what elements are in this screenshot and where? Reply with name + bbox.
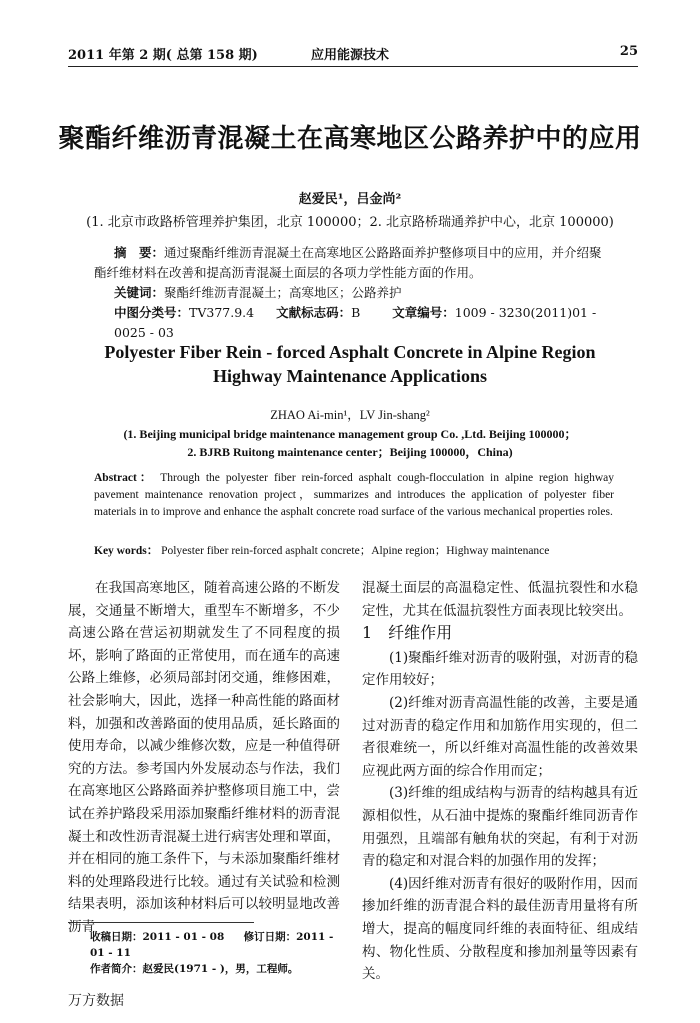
en-keywords-label: Key words： [94,545,159,557]
en-authors: ZHAO Ai-min¹，LV Jin-shang² [270,408,430,422]
en-keywords [94,543,614,560]
header-rule [68,66,638,67]
intro-paragraph: 在我国高寒地区，随着高速公路的不断发展，交通量不断增大，重型车不断增多，不少高速公路在营运初期就发生了不同程度的损坏，影响了路面的正常使用，而在通车的高速公路上维修，必须局部封闭交通，维修困难，社会影响大，因此，选择一种高性能的路面材料，加强和改善路面的使用品质，延长路面的使用寿命，以减少维修次数，应是一种值得研究的方法。参考国内外发展动态与作法，我们在高寒地区公路路面养护整修项目施工中，尝试在养护路段采用添加聚酯纤维材料的沥青混凝土和改性沥青混凝土进行病害处理和罩面，并在相同的施工条件下，与未添加聚酯纤维材料的处理路段进行比较。通过有关试验和检测结果表明，添加该种材料后可以较明显地改善沥青 [68,580,340,935]
footnote [90,929,350,977]
revised-label: 修订日期： [243,931,297,943]
zh-doc-label: 文献标志码： [276,305,352,320]
zh-abstract [94,243,614,343]
zh-clc: TV377.9.4 [189,305,255,320]
section-1-heading: 1 纤维作用 [362,623,453,643]
zh-doc: B [351,305,361,320]
en-abstract-label: Abstract： [94,472,155,484]
en-affiliation [0,425,700,461]
fiber-item-1: (1)聚酯纤维对沥青的吸附强，对沥青的稳定作用较好； [362,649,638,689]
fiber-item-2: (2)纤维对沥青高温性能的改善，主要是通过对沥青的稳定作用和加筋作用实现的，但二者很难统一，所以纤维对高温性能的改善效果应视此两方面的综合作用而定； [362,694,638,779]
fiber-item-4: (4)因纤维对沥青有很好的吸附作用，因而掺加纤维的沥青混合料的最佳沥青用量将有所增大，提高的幅度同纤维的表面特征、组成结构、物化性质、分散程度和掺加剂量等因素有关。 [362,875,638,983]
header-page-number: 25 [619,44,638,59]
zh-abstract-line1: 通过聚酯纤维沥青混凝土在高寒地区公路路面养护整修项目中的应用，并介绍聚 [164,245,602,260]
en-title-line2: Highway Maintenance Applications [212,366,488,386]
zh-affiliation: (1. 北京市政路桥管理养护集团，北京 100000；2. 北京路桥瑞通养护中心，北京 100000) [86,215,614,230]
zh-keywords-label: 关键词： [114,285,165,300]
en-title [0,340,700,388]
received-label: 收稿日期： [90,931,143,943]
revised-date: 2011 - 01 - 11 [90,931,334,959]
received-date: 2011 - 01 - 08 [142,931,225,943]
en-keywords-text: Polyester fiber rein-forced asphalt concrete；Alpine region；Highway maintenance [161,545,550,557]
intro-continuation: 混凝土面层的高温稳定性、低温抗裂性和水稳定性，尤其在低温抗裂性方面表现比较突出。 [362,580,638,619]
zh-abstract-line2: 酯纤维材料在改善和提高沥青混凝土面层的各项力学性能方面的作用。 [94,265,482,280]
author-bio: 赵爱民(1971 - )，男，工程师。 [142,963,299,975]
zh-authors: 赵爱民¹，吕金尚² [298,192,402,207]
header-journal: 应用能源技术 [310,48,389,63]
zh-keywords: 聚酯纤维沥青混凝土；高寒地区；公路养护 [164,285,402,300]
header-issue: 2011 年第 2 期( 总第 158 期) [68,48,258,63]
zh-clc-label: 中图分类号： [114,305,190,320]
author-bio-label: 作者简介： [90,963,143,975]
zh-article: 1009 - 3230(2011)01 - 0025 - 03 [114,305,597,340]
en-affiliation-line1: (1. Beijing municipal bridge maintenance management group Co. ,Ltd. Beijing 100000； [123,427,577,441]
watermark: 万方数据 [68,993,124,1009]
en-abstract-text: Through the polyester fiber rein-forced asphalt cough-flocculation in alpine region highway pavement maintenance renovation project，summarizes and introduces the application of polyester fiber materials in to improve and enhance the asphalt concrete road surface of the various mechanical properties roles. [94,472,614,518]
en-affiliation-line2: 2. BJRB Ruitong maintenance center；Beijing 100000，China) [187,445,513,459]
fiber-item-3: (3)纤维的组成结构与沥青的结构越具有近源相似性，从石油中提炼的聚酯纤维同沥青作用强烈，且端部有触角状的突起，有利于对沥青的稳定和对混合料的加强作用的发挥； [362,785,638,870]
body-right-column [362,577,638,986]
en-title-line1: Polyester Fiber Rein - forced Asphalt Concrete in Alpine Region [104,342,596,362]
footnote-rule [68,922,254,923]
en-abstract [94,470,614,521]
body-left-column [68,577,340,939]
zh-abstract-label: 摘 要： [114,245,165,260]
zh-article-label: 文章编号： [392,305,455,320]
zh-title: 聚酯纤维沥青混凝土在高寒地区公路养护中的应用 [58,124,642,154]
